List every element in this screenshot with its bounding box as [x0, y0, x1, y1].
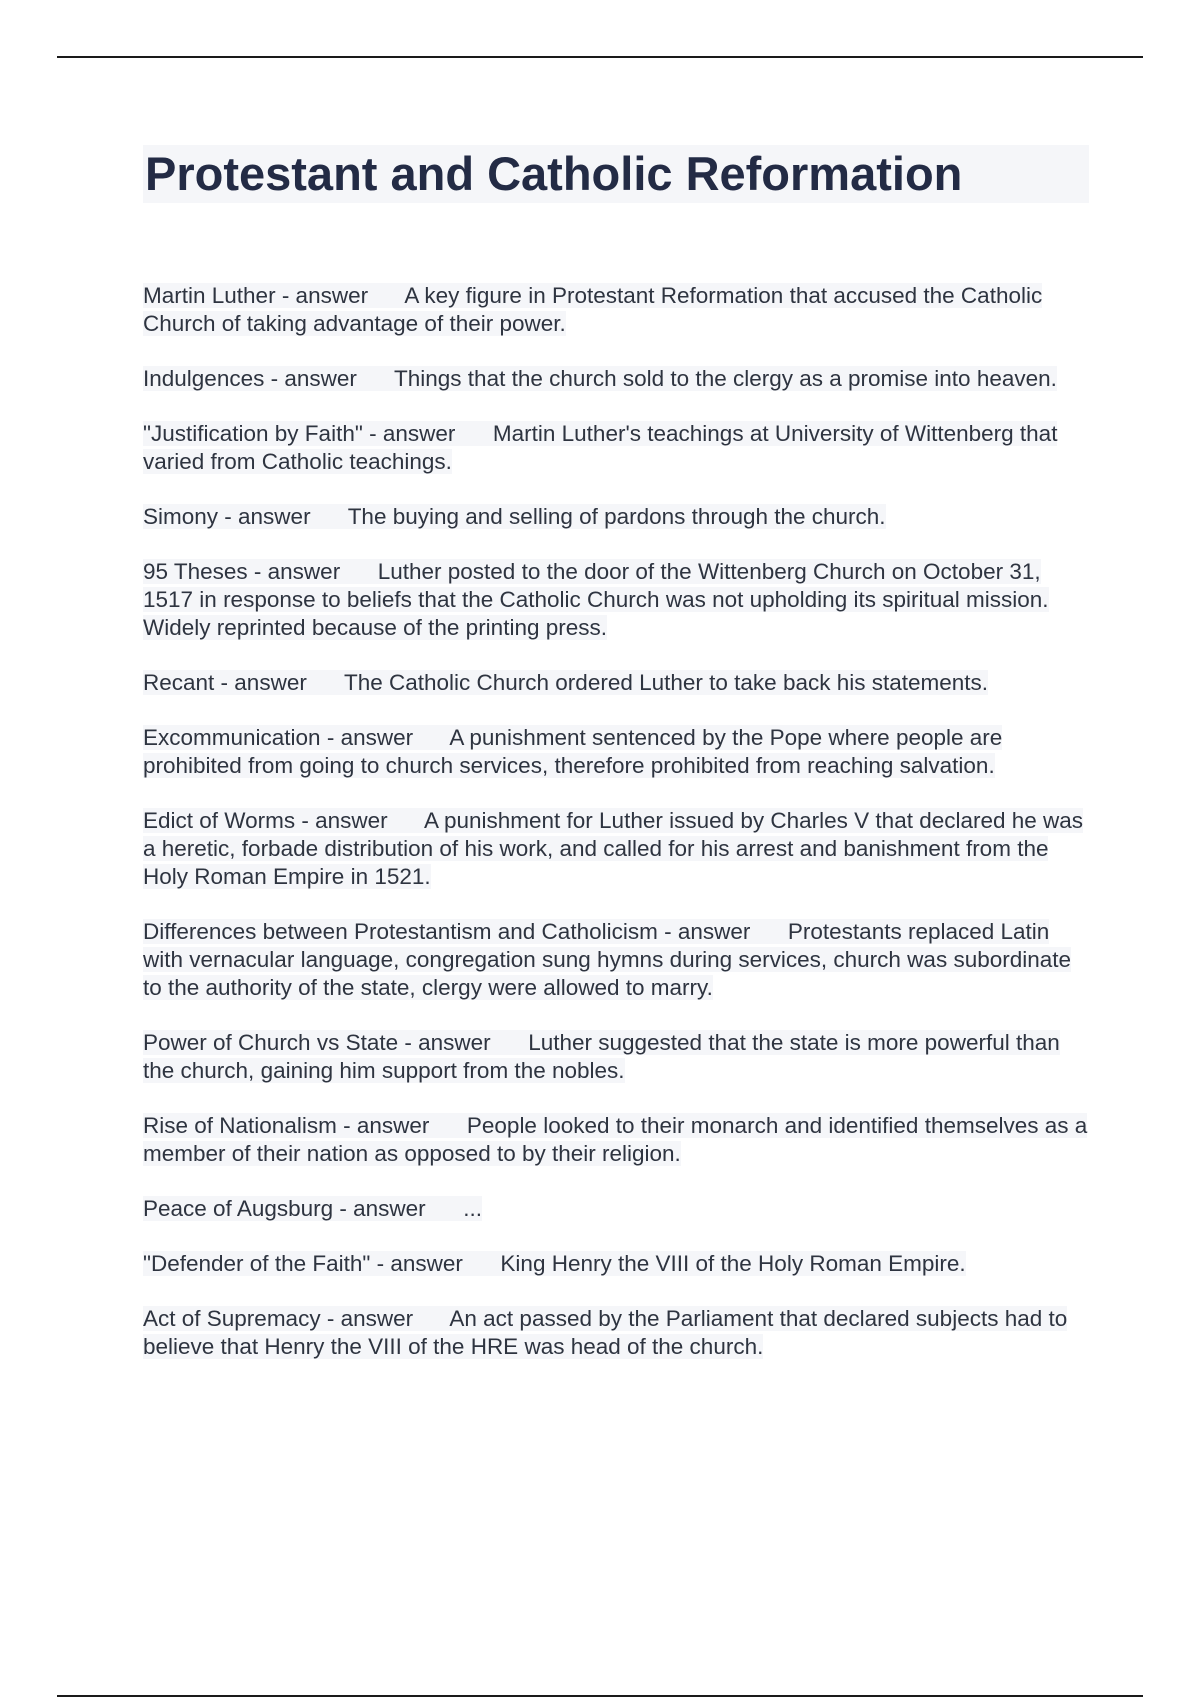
flashcard-item: [143, 724, 1093, 780]
flashcard-definition: Things that the church sold to the clergy as a promise into heaven.: [394, 366, 1057, 391]
answer-separator: - answer: [264, 366, 389, 391]
answer-separator: - answer: [247, 559, 372, 584]
flashcard-text: [143, 504, 886, 529]
flashcard-definition: A punishment for Luther issued by Charles V that declared he was a heretic, forbade distribution of his work, and called for his arrest and banishment from the Holy Roman Empire in 1521.: [143, 808, 1084, 889]
flashcard-list: [143, 282, 1093, 1388]
flashcard-definition: A key figure in Protestant Reformation that accused the Catholic Church of taking advantage of their power.: [143, 283, 1043, 336]
flashcard-definition: King Henry the VIII of the Holy Roman Empire.: [500, 1251, 966, 1276]
flashcard-term: 95 Theses: [143, 559, 248, 584]
flashcard-text: [143, 1113, 1087, 1166]
page-title: Protestant and Catholic Reformation: [143, 145, 1089, 203]
flashcard-term: Simony: [143, 504, 219, 529]
answer-separator: - answer: [275, 283, 400, 308]
answer-separator: - answer: [295, 808, 419, 833]
flashcard-definition: People looked to their monarch and identified themselves as a member of their nation as opposed to by their religion.: [143, 1113, 1088, 1166]
flashcard-definition: Martin Luther's teachings at University of Wittenberg that varied from Catholic teachings.: [143, 421, 1058, 474]
flashcard-term: Power of Church vs State: [143, 1030, 399, 1055]
flashcard-term: Excommunication: [143, 725, 321, 750]
flashcard-item: [143, 1112, 1093, 1168]
answer-separator: - answer: [320, 725, 445, 750]
flashcard-term: Peace of Augsburg: [143, 1196, 334, 1221]
flashcard-definition: A punishment sentenced by the Pope where people are prohibited from going to church services, therefore prohibited from reaching salvation.: [143, 725, 1003, 778]
top-divider: [57, 56, 1143, 58]
answer-separator: - answer: [218, 504, 342, 529]
flashcard-text: [143, 421, 1057, 474]
flashcard-text: [143, 1030, 1060, 1083]
flashcard-text: [143, 1251, 966, 1276]
flashcard-item: [143, 558, 1093, 642]
answer-separator: - answer: [333, 1196, 457, 1221]
flashcard-item: [143, 1305, 1093, 1361]
flashcard-definition: The buying and selling of pardons through the church.: [347, 504, 886, 529]
flashcard-term: Differences between Protestantism and Catholicism: [143, 919, 658, 944]
flashcard-text: [143, 725, 1002, 778]
flashcard-definition: Luther suggested that the state is more powerful than the church, gaining him support from the nobles.: [143, 1030, 1060, 1083]
flashcard-term: Act of Supremacy: [143, 1306, 321, 1331]
answer-separator: - answer: [398, 1030, 522, 1055]
answer-separator: - answer: [320, 1306, 445, 1331]
flashcard-definition: An act passed by the Parliament that declared subjects had to believe that Henry the VIII of the HRE was head of the church.: [143, 1306, 1068, 1359]
flashcard-item: [143, 1029, 1093, 1085]
answer-separator: - answer: [362, 421, 487, 446]
flashcard-text: [143, 283, 1042, 336]
bottom-divider: [57, 1695, 1143, 1697]
flashcard-item: [143, 1195, 1093, 1223]
flashcard-definition: Protestants replaced Latin with vernacular language, congregation sung hymns during services, church was subordinate to the authority of the state, clergy were allowed to marry.: [143, 919, 1072, 1000]
flashcard-term: Martin Luther: [143, 283, 276, 308]
answer-separator: - answer: [370, 1251, 495, 1276]
flashcard-item: [143, 1250, 1093, 1278]
flashcard-item: [143, 365, 1093, 393]
flashcard-item: [143, 807, 1093, 891]
flashcard-text: [143, 808, 1083, 889]
flashcard-item: [143, 282, 1093, 338]
flashcard-definition: Luther posted to the door of the Wittenberg Church on October 31, 1517 in response to beliefs that the Catholic Church was not upholding its spiritual mission. Widely reprinted because of the printing press.: [143, 559, 1049, 640]
flashcard-item: [143, 918, 1093, 1002]
flashcard-text: [143, 670, 988, 695]
flashcard-text: [143, 366, 1057, 391]
flashcard-item: [143, 669, 1093, 697]
flashcard-item: [143, 503, 1093, 531]
flashcard-definition: ...: [463, 1196, 482, 1221]
flashcard-term: Rise of Nationalism: [143, 1113, 337, 1138]
flashcard-term: "Justification by Faith": [143, 421, 363, 446]
flashcard-text: [143, 919, 1071, 1000]
flashcard-text: [143, 559, 1049, 640]
answer-separator: - answer: [214, 670, 339, 695]
flashcard-term: "Defender of the Faith": [143, 1251, 371, 1276]
flashcard-text: [143, 1196, 482, 1221]
flashcard-item: [143, 420, 1093, 476]
flashcard-term: Edict of Worms: [143, 808, 296, 833]
flashcard-term: Indulgences: [143, 366, 265, 391]
answer-separator: - answer: [657, 919, 782, 944]
answer-separator: - answer: [336, 1113, 461, 1138]
flashcard-term: Recant: [143, 670, 215, 695]
flashcard-definition: The Catholic Church ordered Luther to take back his statements.: [343, 670, 989, 695]
flashcard-text: [143, 1306, 1067, 1359]
